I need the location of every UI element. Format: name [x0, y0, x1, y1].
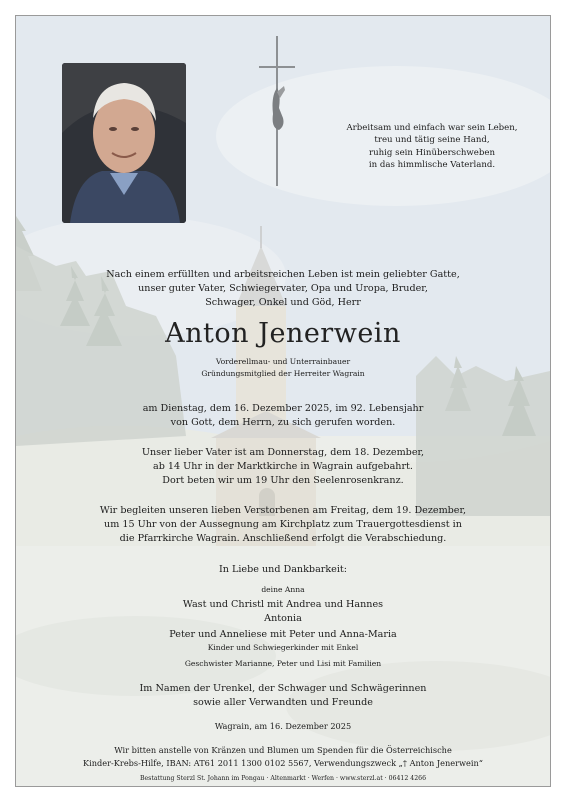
- poem-line: treu und tätig seine Hand,: [374, 135, 490, 146]
- subtitle-line: Gründungsmitglied der Herreiter Wagrain: [201, 368, 365, 378]
- undertaker-info: Bestattung Sterzl St. Johann im Pongau · Altenmarkt · Werfen · www.sterzl.at · 06412 4266: [139, 775, 427, 782]
- subtitle: [16, 356, 550, 379]
- viewing-line: Unser lieber Vater ist am Donnerstag, dem 18. Dezember,: [141, 447, 425, 458]
- date-line: Wagrain, am 16. Dezember 2025: [214, 721, 352, 731]
- donation-line: Wir bitten anstelle von Kränzen und Blumen um Spenden für die Österreichische: [114, 745, 452, 755]
- portrait-photo: [62, 63, 186, 223]
- viewing-line: Dort beten wir um 19 Uhr den Seelenrosenkranz.: [162, 475, 404, 487]
- funeral-line: die Pfarrkirche Wagrain. Anschließend erfolgt die Verabschiedung.: [119, 533, 447, 545]
- intro-text: [16, 268, 550, 311]
- intro-line: Schwager, Onkel und Göd, Herr: [205, 297, 361, 309]
- extended-line: Im Namen der Urenkel, der Schwager und Schwägerinnen: [139, 683, 427, 694]
- intro-line: Nach einem erfüllten und arbeitsreichen Leben ist mein geliebter Gatte,: [106, 269, 460, 280]
- family-line: Wast und Christl mit Andrea und Hannes: [182, 598, 384, 610]
- death-notice: [16, 402, 550, 430]
- extended-line: sowie aller Verwandten und Freunde: [193, 697, 373, 709]
- mourning-heading: In Liebe und Dankbarkeit:: [218, 564, 348, 575]
- family-list: [16, 584, 550, 669]
- intro-line: unser guter Vater, Schwiegervater, Opa und Uropa, Bruder,: [138, 283, 428, 295]
- deceased-name: Anton Jenerwein: [165, 318, 401, 349]
- extended-family: [16, 682, 550, 710]
- obituary-card: [15, 15, 551, 787]
- death-line: am Dienstag, dem 16. Dezember 2025, im 92. Lebensjahr: [142, 403, 424, 414]
- family-line: deine Anna: [261, 585, 305, 594]
- donation-request: [16, 744, 550, 769]
- poem-line: in das himmlische Vaterland.: [368, 160, 496, 171]
- poem: [324, 122, 540, 172]
- death-line: von Gott, dem Herrn, zu sich gerufen worden.: [170, 417, 396, 429]
- viewing-line: ab 14 Uhr in der Marktkirche in Wagrain aufgebahrt.: [153, 461, 413, 473]
- family-line: Antonia: [264, 612, 302, 624]
- donation-line: Kinder-Krebs-Hilfe, IBAN: AT61 2011 1300 0102 5567, Verwendungszweck „† Anton Jenerwein“: [83, 757, 483, 768]
- cross-praying-hands-icon: [257, 36, 297, 186]
- poem-line: ruhig sein Hinüberschweben: [369, 147, 495, 158]
- portrait-figure: [62, 63, 186, 223]
- funeral-notice: [16, 504, 550, 547]
- poem-line: Arbeitsam und einfach war sein Leben,: [346, 123, 518, 133]
- family-line: Kinder und Schwiegerkinder mit Enkel: [207, 643, 359, 653]
- viewing-notice: [16, 446, 550, 489]
- funeral-line: um 15 Uhr von der Aussegnung am Kirchplatz zum Trauergottesdienst in: [104, 519, 462, 531]
- family-line: Peter und Anneliese mit Peter und Anna-Maria: [169, 628, 397, 640]
- subtitle-line: Vorderellmau- und Unterrainbauer: [215, 357, 351, 366]
- family-line: Geschwister Marianne, Peter und Lisi mit Familien: [184, 658, 382, 668]
- funeral-line: Wir begleiten unseren lieben Verstorbenen am Freitag, dem 19. Dezember,: [99, 505, 467, 516]
